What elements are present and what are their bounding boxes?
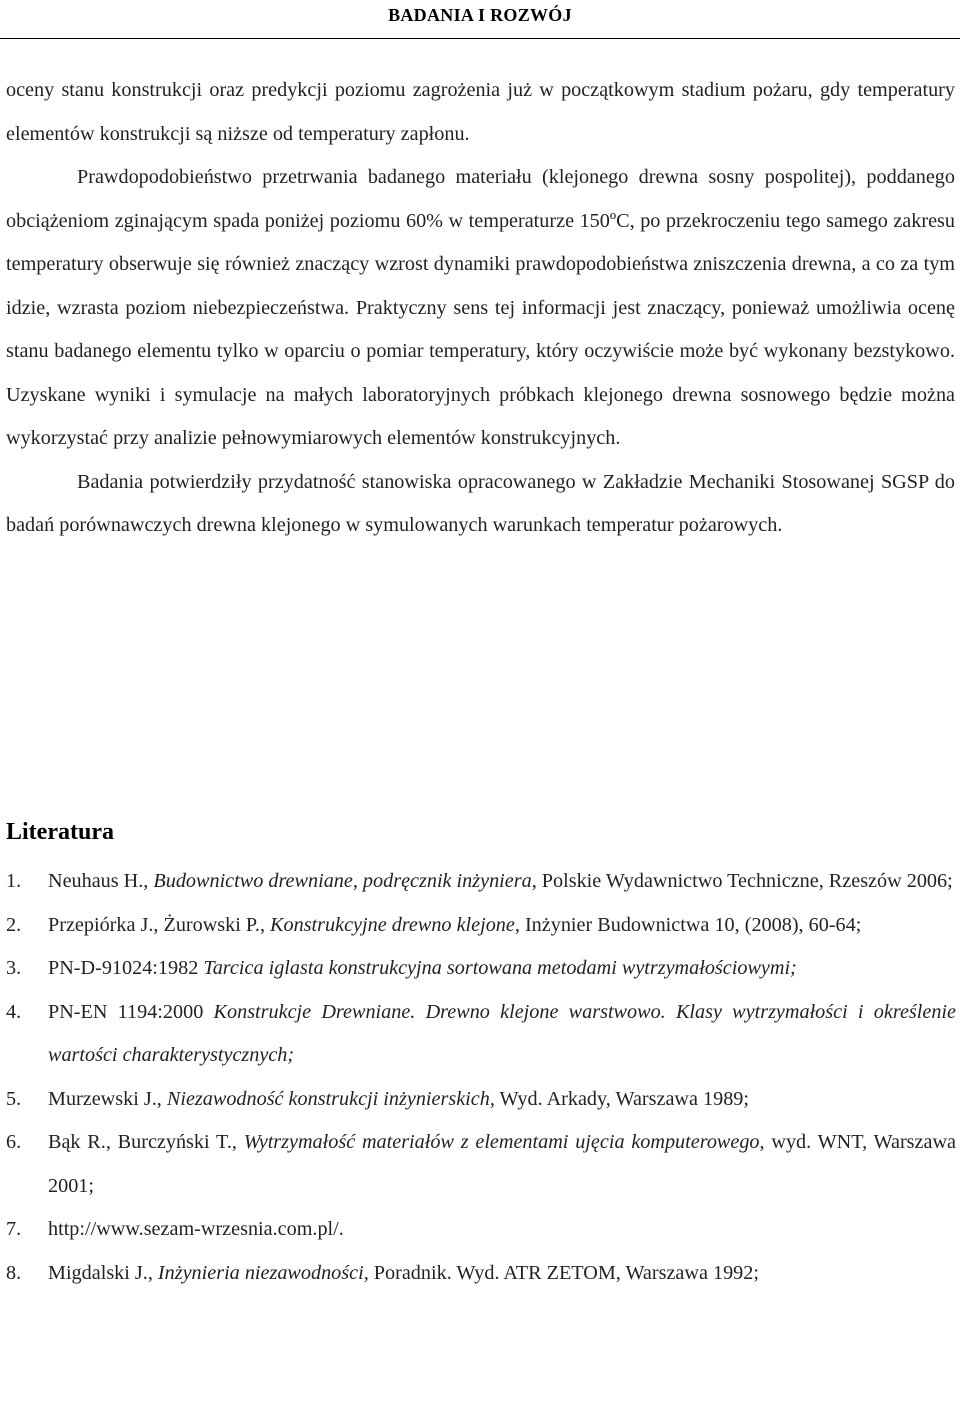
reference-text xyxy=(48,1208,956,1252)
reference-item xyxy=(6,1078,956,1122)
reference-link[interactable]: http://www.sezam-wrzesnia.com.pl/. xyxy=(48,1218,344,1240)
reference-title: Tarcica iglasta konstrukcyjna sortowana metodami wytrzymałościowymi; xyxy=(203,957,797,979)
reference-title: Inżynieria niezawodności, xyxy=(157,1261,369,1284)
paragraph-continuation: oceny stanu konstrukcji oraz predykcji poziomu zagrożenia już w początkowym stadium pożaru, gdy temperatury elementów konstrukcji są niższe od temperatury zapłonu. xyxy=(6,79,955,145)
reference-title: Niezawodność konstrukcji inżynierskich, xyxy=(166,1087,495,1110)
header-divider xyxy=(0,38,960,39)
reference-author: Murzewski J., xyxy=(48,1087,167,1110)
reference-author: Neuhaus H., xyxy=(48,870,154,892)
reference-number: 3. xyxy=(6,957,22,979)
reference-number: 8. xyxy=(6,1261,22,1284)
literature-heading: Literatura xyxy=(6,819,114,845)
reference-text xyxy=(48,947,956,991)
reference-text xyxy=(48,1121,956,1208)
running-header: BADANIA I ROZWÓJ xyxy=(388,5,572,25)
reference-item xyxy=(6,904,956,948)
paragraph-results: Prawdopodobieństwo przetrwania badanego materiału (klejonego drewna sosny pospolitej), poddanego obciążeniom zginającym spada poniżej poziomu 60% w temperaturze 150ºC, po przekroczeniu tego samego zakresu temperatury obserwuje się również znaczący wzrost dynamiki prawdopodobieństwa zniszczenia drewna, a co za tym idzie, wzrasta poziom niebezpieczeństwa. Praktyczny sens tej informacji jest znaczący, ponieważ umożliwia ocenę stanu badanego elementu tylko w oparciu o pomiar temperatury, który oczywiście może być wykonany bezstykowo. Uzyskane wyniki i symulacje na małych laboratoryjnych próbkach klejonego drewna sosnowego będzie można wykorzystać przy analizie pełnowymiarowych elementów konstrukcyjnych. xyxy=(6,166,955,449)
reference-number: 1. xyxy=(6,870,22,892)
reference-author: Migdalski J., xyxy=(48,1261,158,1284)
reference-author: Przepiórka J., Żurowski P., xyxy=(48,913,271,936)
reference-publisher: Poradnik. Wyd. ATR ZETOM, Warszawa 1992; xyxy=(368,1261,759,1284)
reference-text xyxy=(48,991,956,1078)
reference-title: Budownictwo drewniane, podręcznik inżyniera xyxy=(153,870,532,892)
reference-number: 4. xyxy=(6,1000,22,1023)
reference-list xyxy=(6,860,956,1295)
reference-item xyxy=(6,991,956,1078)
reference-publisher: wyd. WNT, Warszawa 2001; xyxy=(48,1131,956,1197)
reference-author: PN-EN 1194:2000 xyxy=(48,1000,214,1023)
reference-author: Bąk R., Burczyński T., xyxy=(48,1131,244,1153)
reference-item xyxy=(6,1208,956,1252)
reference-item xyxy=(6,1252,956,1296)
reference-item xyxy=(6,860,956,904)
reference-text xyxy=(48,860,956,904)
reference-text xyxy=(48,904,956,948)
reference-author: PN-D-91024:1982 xyxy=(48,957,204,979)
reference-number: 7. xyxy=(6,1218,22,1240)
body-text xyxy=(6,69,955,548)
reference-publisher: , Inżynier Budownictwa 10, (2008), 60-64; xyxy=(514,913,862,936)
reference-title: Konstrukcyjne drewno klejone xyxy=(270,913,515,936)
reference-title: Wytrzymałość materiałów z elementami ujęcia komputerowego, xyxy=(243,1131,765,1153)
reference-text xyxy=(48,1252,956,1296)
reference-text xyxy=(48,1078,956,1122)
reference-publisher: Wyd. Arkady, Warszawa 1989; xyxy=(494,1087,749,1110)
reference-number: 6. xyxy=(6,1131,22,1153)
reference-item xyxy=(6,1121,956,1208)
reference-number: 2. xyxy=(6,913,22,936)
paragraph-conclusion: Badania potwierdziły przydatność stanowiska opracowanego w Zakładzie Mechaniki Stosowanej SGSP do badań porównawczych drewna klejonego w symulowanych warunkach temperatur pożarowych. xyxy=(6,470,955,536)
reference-number: 5. xyxy=(6,1087,22,1110)
reference-item xyxy=(6,947,956,991)
reference-publisher: , Polskie Wydawnictwo Techniczne, Rzeszów 2006; xyxy=(531,870,953,892)
reference-title: Konstrukcje Drewniane. Drewno klejone warstwowo. Klasy wytrzymałości i określenie wartości charakterystycznych; xyxy=(48,1000,956,1066)
